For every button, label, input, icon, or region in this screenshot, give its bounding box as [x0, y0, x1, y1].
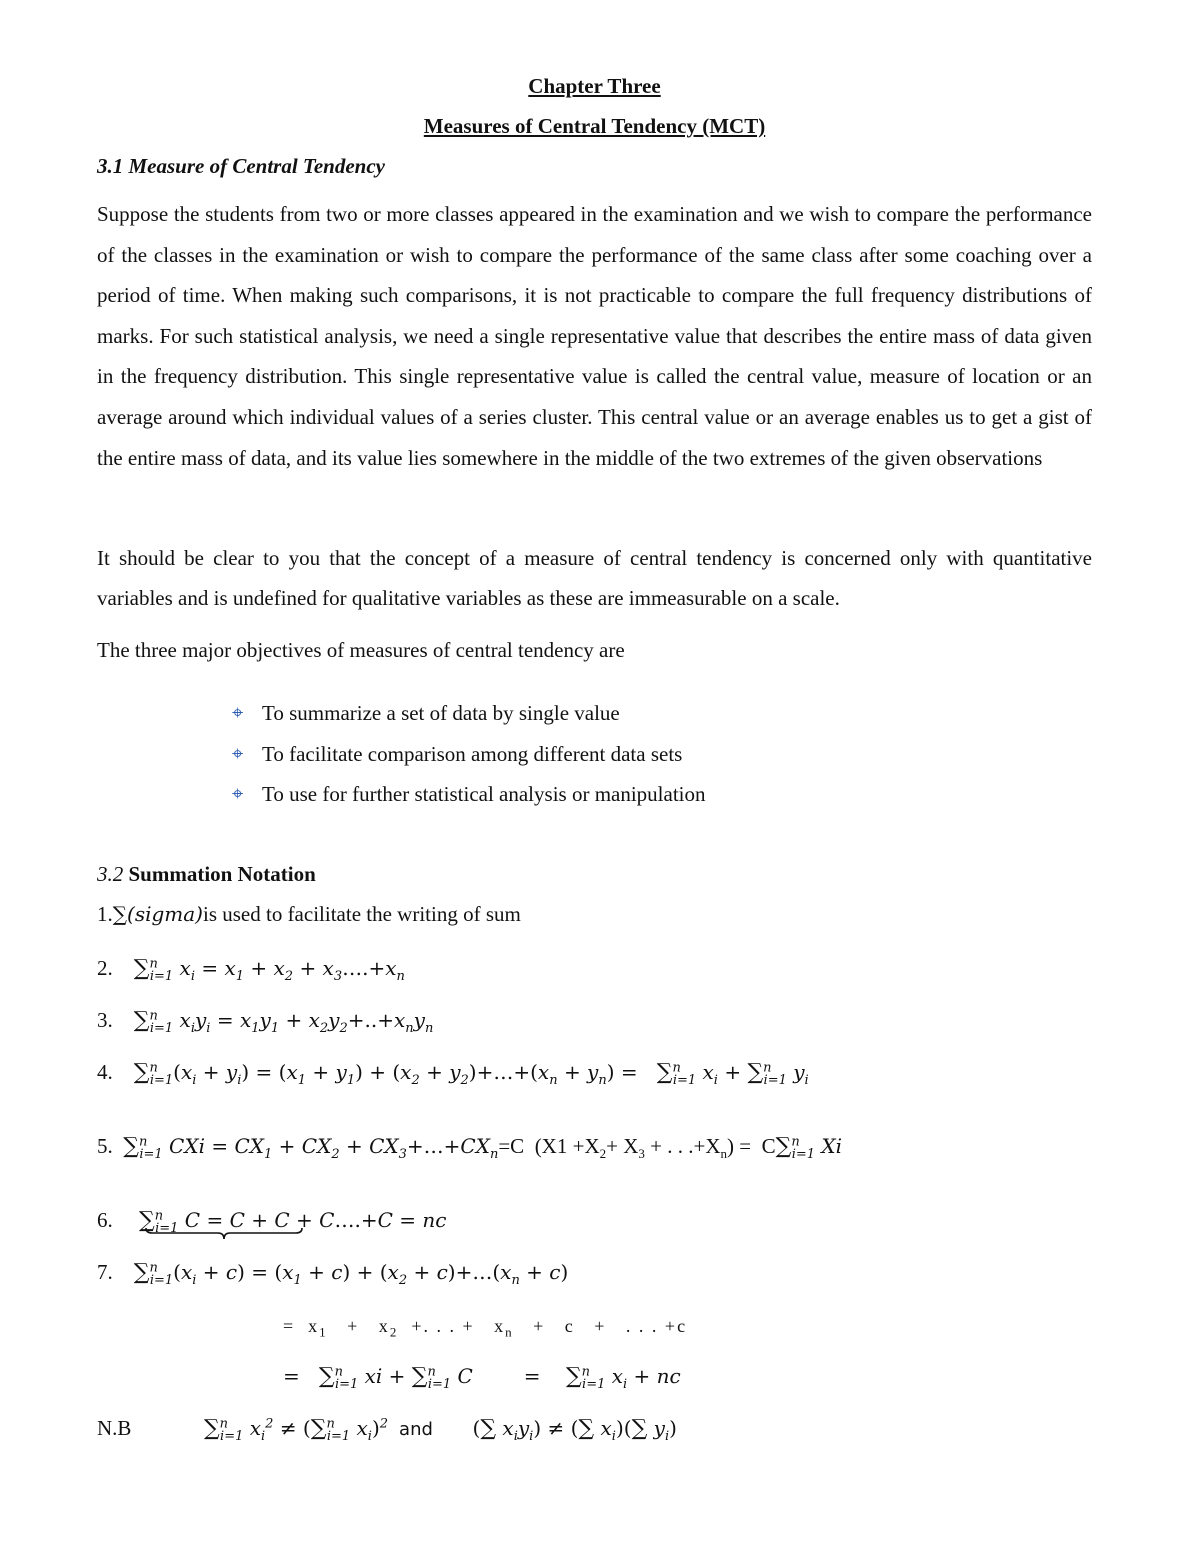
intro-paragraph — [97, 194, 1092, 478]
summation-item-6: 6. ∑$^n_{i=1}$ C = C + C + C….+C = nc — [97, 1208, 447, 1236]
formula: = ∑$^n_{i=1}$ xi + ∑$^n_{i=1}$ C = ∑$^n_{i=1}$ $x_i$ + nc — [283, 1364, 681, 1392]
section-heading-3-1: 3.1 Measure of Central Tendency — [97, 154, 385, 178]
paragraph-text: It should be clear to you that the concept of a measure of central tendency is concerned only with quantitative variables and is undefined for qualitative variables as these are immeasurable on a scale. — [97, 546, 1092, 610]
page-title: Measures of Central Tendency (MCT) — [423, 114, 766, 138]
quantitative-paragraph — [97, 538, 1092, 618]
summation-item-5: 5. ∑$^n_{i=1}$ CXi = $CX_1 + CX_2$ + $CX_3+\dots+CX_n=C$ ($X1 +X_2+ X_3$ + . . $.+X_n) = C\sum^n_{i=1}$ Xi — [97, 1134, 843, 1162]
summation-item-7-expansion: = $x_1 + x_2$ +. . . + $x_n + c$ + . . . +c — [283, 1316, 688, 1340]
summation-item-7-result — [283, 1364, 681, 1392]
crosshair-bullet-icon: ⌖ — [232, 783, 244, 805]
formula: $\sum^n_{i=1}(x_i + y_i) = (x_1 + y_1) + (x_2$ + $y_2)+\dots+(x_n + y_n)$ = ∑$^n_{i=1}$ $x_i + \sum^n_{i=1}$ $y_i$ — [133, 1060, 809, 1088]
summation-item-3: 3. ∑$^n_{i=1}$ $x_iy_i = x_1y_1 + x_2y_2+..+x_ny_n$ — [97, 1008, 434, 1036]
summation-item-1: 1.∑(sigma)is used to facilitate the writing of sum — [97, 902, 521, 926]
objectives-intro: The three major objectives of measures of central tendency are — [97, 638, 625, 662]
nb-note: N.B ∑$^n_{i=1}$ $x_i^2 \ne (\sum^n_{i=1}$ $x_i)^2$ and (∑ $x_iy_i$) ≠ (∑ $x_i)(\sum$ $y_i$) — [97, 1416, 677, 1444]
summation-item-4: 4. $\sum^n_{i=1}(x_i + y_i) = (x_1 + y_1) + (x_2$ + $y_2)+\dots+(x_n + y_n)$ = ∑$^n_{i=1}$ $x_i + \sum^n_{i=1}$ $y_i$ — [97, 1060, 809, 1088]
crosshair-bullet-icon: ⌖ — [232, 742, 244, 765]
chapter-heading: Chapter Three — [528, 74, 661, 98]
formula: ∑$^n_{i=1}$ $x_i = x_1 + x_2$ + $x_3\dots.+x_n$ — [133, 956, 405, 984]
crosshair-bullet-icon: ⌖ — [232, 702, 244, 724]
formula: $\sum^n_{i=1}(x_i + c) = (x_1 + c) + (x_2$ + $c)+\dots(x_n + c)$ — [133, 1260, 569, 1288]
formula: (∑ $x_iy_i$) ≠ (∑ $x_i)(\sum$ $y_i$) — [472, 1416, 677, 1444]
objectives-list — [232, 698, 706, 820]
paragraph-text: Suppose the students from two or more classes appeared in the examination and we wish to compare the performance of the classes in the examination or wish to compare the performance of the same class after some coaching over a period of time. When making such comparisons, it is not practicable to compare the full frequency distributions of marks. For such statistical analysis, we need a single representative value that describes the entire mass of data given in the frequency distribution. This single representative value is called the central value, measure of location or an average around which individual values of a series cluster. This central value or an average enables us to get a gist of the entire mass of data, and its value lies somewhere in the middle of the two extremes of the given observations — [97, 202, 1092, 470]
summation-item-7: 7. $\sum^n_{i=1}(x_i + c) = (x_1 + c) + (x_2$ + $c)+\dots(x_n + c)$ — [97, 1260, 569, 1288]
section-heading-3-2: 3.2 Summation Notation — [97, 862, 316, 886]
formula: ∑$^n_{i=1}$ C = C + C + C….+C = nc — [139, 1208, 447, 1236]
list-item: ⌖ To use for further statistical analysis or manipulation — [232, 779, 706, 820]
list-item: ⌖ To summarize a set of data by single value — [232, 698, 706, 739]
summation-item-2: 2. ∑$^n_{i=1}$ $x_i = x_1 + x_2$ + $x_3\dots.+x_n$ — [97, 956, 405, 984]
formula: ∑$^n_{i=1}$ $x_iy_i = x_1y_1 + x_2y_2+..+x_ny_n$ — [133, 1008, 434, 1036]
formula: ∑$^n_{i=1}$ CXi = $CX_1 + CX_2$ + $CX_3+\dots+CX_n$ — [123, 1134, 499, 1162]
underbrace — [144, 1226, 304, 1240]
formula: ∑$^n_{i=1}$ $x_i^2 \ne (\sum^n_{i=1}$ $x_i)^2$ — [203, 1416, 389, 1444]
list-item: ⌖ To facilitate comparison among different data sets — [232, 739, 706, 780]
